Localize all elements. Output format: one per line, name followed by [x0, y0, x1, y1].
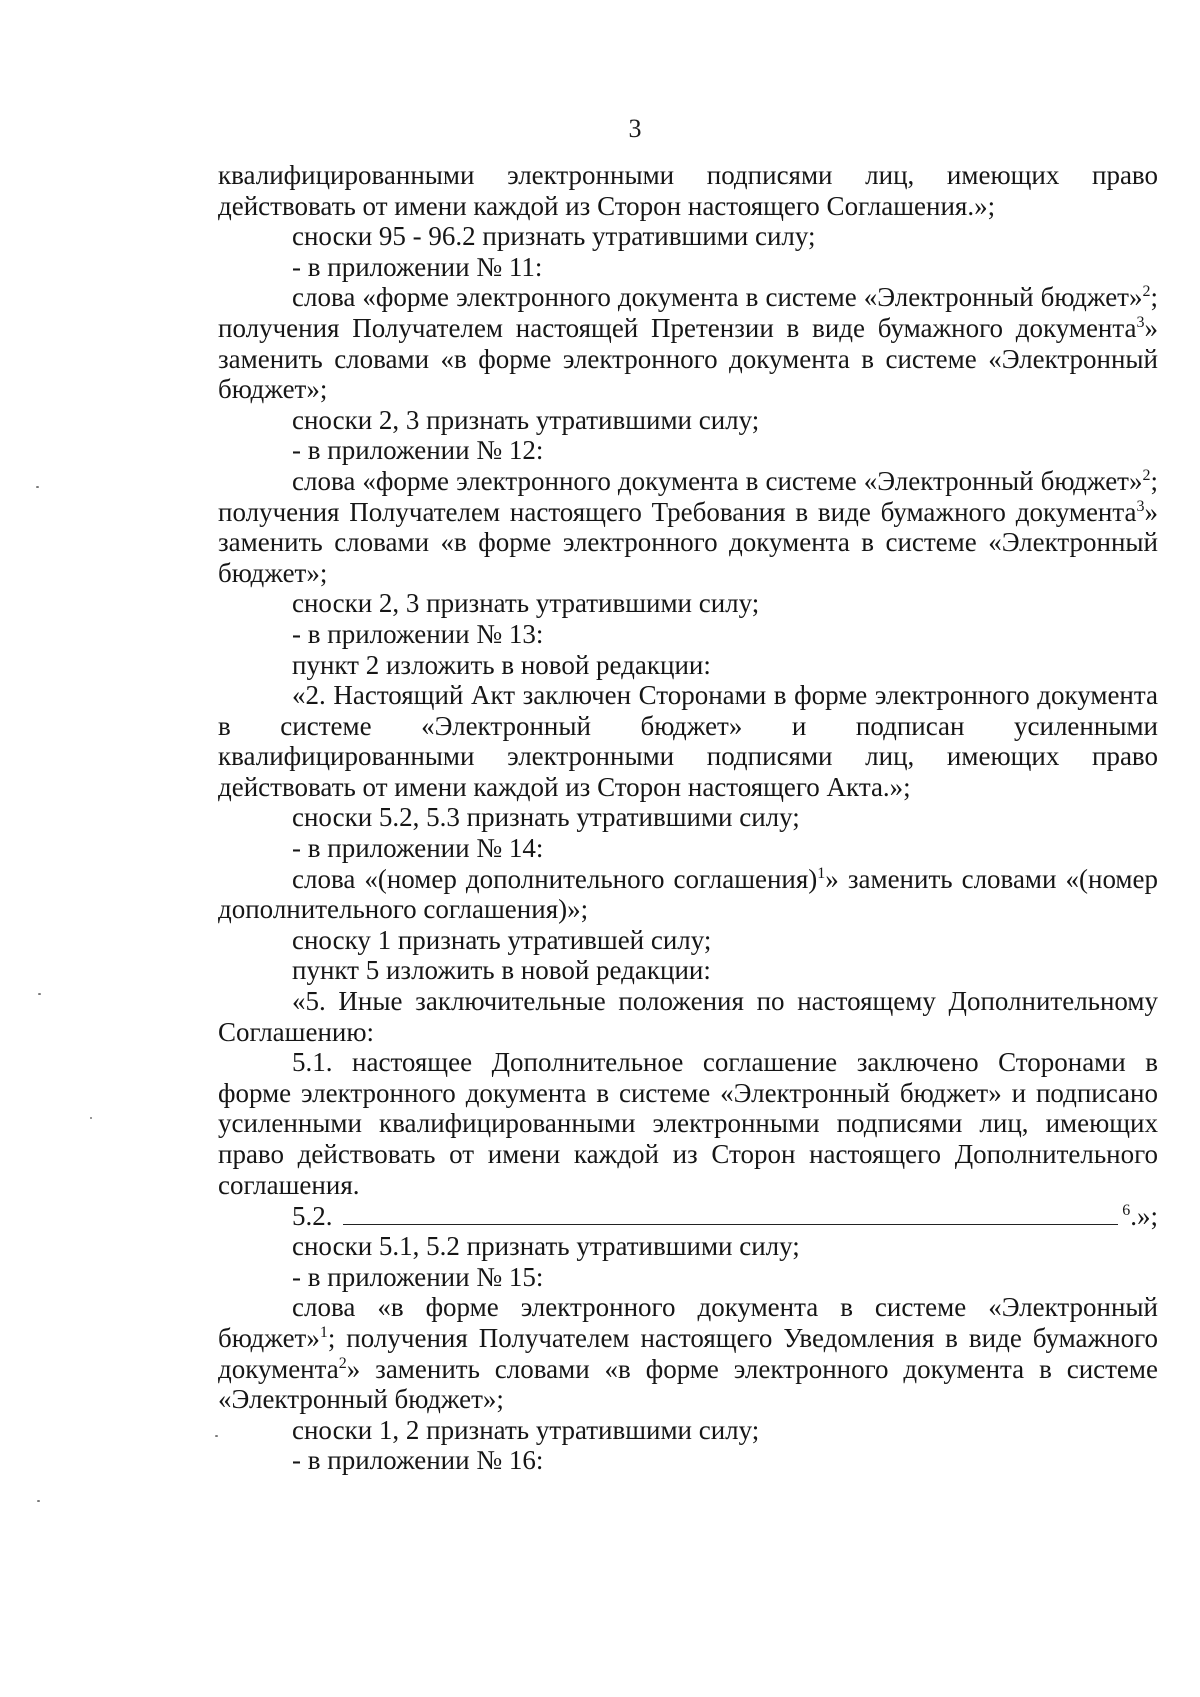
paragraph: - в приложении № 12:	[292, 435, 544, 466]
clause-tail	[1122, 1201, 1158, 1232]
footnote-ref: 2	[1142, 283, 1151, 301]
fill-in-blank-line	[343, 1200, 1119, 1225]
paragraph	[218, 466, 1158, 588]
paragraph-text: слова «в форме электронного документа в системе «Электронный бюджет»	[218, 1292, 1158, 1353]
footnote-ref: 2	[338, 1354, 347, 1372]
paragraph: 5.1. настоящее Дополнительное соглашение заключено Сторонами в форме электронного документа в системе «Электронный бюджет» и подписано усиленными квалифицированными электронными подписями лиц, имеющих право действовать от имени каждой из Сторон настоящего Дополнительного соглашения.	[218, 1047, 1158, 1200]
paragraph: - в приложении № 11:	[292, 251, 543, 282]
footnote-ref: 1	[817, 864, 826, 882]
paragraph: - в приложении № 14:	[292, 833, 544, 864]
paragraph: пункт 5 изложить в новой редакции:	[292, 955, 711, 986]
paragraph	[218, 282, 1158, 404]
paragraph: «2. Настоящий Акт заключен Сторонами в форме электронного документа в системе «Электронный бюджет» и подписан усиленными квалифицированными электронными подписями лиц, имеющих право действовать от имени каждой из Сторон настоящего Акта.»;	[218, 680, 1158, 802]
scan-speck	[37, 1500, 40, 1502]
paragraph: сноски 95 - 96.2 признать утратившими силу;	[292, 221, 816, 252]
paragraph-text: слова «форме электронного документа в системе «Электронный бюджет»	[292, 282, 1143, 313]
paragraph: - в приложении № 13:	[292, 618, 544, 649]
footnote-ref: 3	[1136, 313, 1145, 331]
paragraph	[218, 1292, 1158, 1414]
paragraph-text: » заменить словами «в форме электронного документа в системе «Электронный бюджет»;	[218, 1353, 1158, 1415]
paragraph: сноски 5.1, 5.2 признать утратившими силу;	[292, 1231, 800, 1262]
paragraph-text: ; получения Получателем настоящей Претензии в виде бумажного документа	[218, 282, 1158, 343]
footnote-ref: 1	[319, 1323, 328, 1341]
clause-punctuation: .»;	[1130, 1200, 1158, 1231]
paragraph: сноски 2, 3 признать утратившими силу;	[292, 588, 760, 619]
clause-number: 5.2.	[292, 1200, 333, 1231]
scan-speck	[36, 486, 39, 488]
scan-speck	[90, 1117, 92, 1119]
paragraph: «5. Иные заключительные положения по настоящему Дополнительному Соглашению:	[218, 986, 1158, 1047]
paragraph	[218, 864, 1158, 925]
paragraph-blank-field	[218, 1200, 1158, 1231]
scan-speck	[38, 993, 41, 995]
footnote-ref: 2	[1142, 466, 1151, 484]
document-body	[218, 160, 1158, 1476]
page-number: 3	[628, 114, 642, 143]
paragraph: пункт 2 изложить в новой редакции:	[292, 649, 711, 680]
paragraph-text: ; получения Получателем настоящего Уведомления в виде бумажного документа	[218, 1322, 1158, 1384]
paragraph: сноску 1 признать утратившей силу;	[292, 924, 712, 955]
paragraph: - в приложении № 15:	[292, 1261, 544, 1292]
paragraph-text: » заменить словами «(номер дополнительного соглашения)»;	[218, 863, 1158, 925]
paragraph-text: слова «(номер дополнительного соглашения)	[292, 863, 818, 894]
paragraph: - в приложении № 16:	[292, 1445, 544, 1476]
paragraph-text: ; получения Получателем настоящего Требования в виде бумажного документа	[218, 465, 1158, 527]
paragraph: квалифицированными электронными подписями лиц, имеющих право действовать от имени каждой из Сторон настоящего Соглашения.»;	[218, 160, 1158, 221]
paragraph-text: слова «форме электронного документа в системе «Электронный бюджет»	[292, 465, 1143, 496]
footnote-ref: 3	[1136, 497, 1145, 515]
paragraph-text: » заменить словами «в форме электронного документа в системе «Электронный бюджет»;	[218, 312, 1158, 405]
paragraph: сноски 5.2, 5.3 признать утратившими силу;	[292, 802, 800, 833]
footnote-ref: 6	[1122, 1201, 1131, 1219]
scan-speck	[215, 1435, 218, 1437]
paragraph: сноски 2, 3 признать утратившими силу;	[292, 404, 760, 435]
paragraph-text: » заменить словами «в форме электронного документа в системе «Электронный бюджет»;	[218, 496, 1158, 588]
paragraph: сноски 1, 2 признать утратившими силу;	[292, 1414, 760, 1445]
